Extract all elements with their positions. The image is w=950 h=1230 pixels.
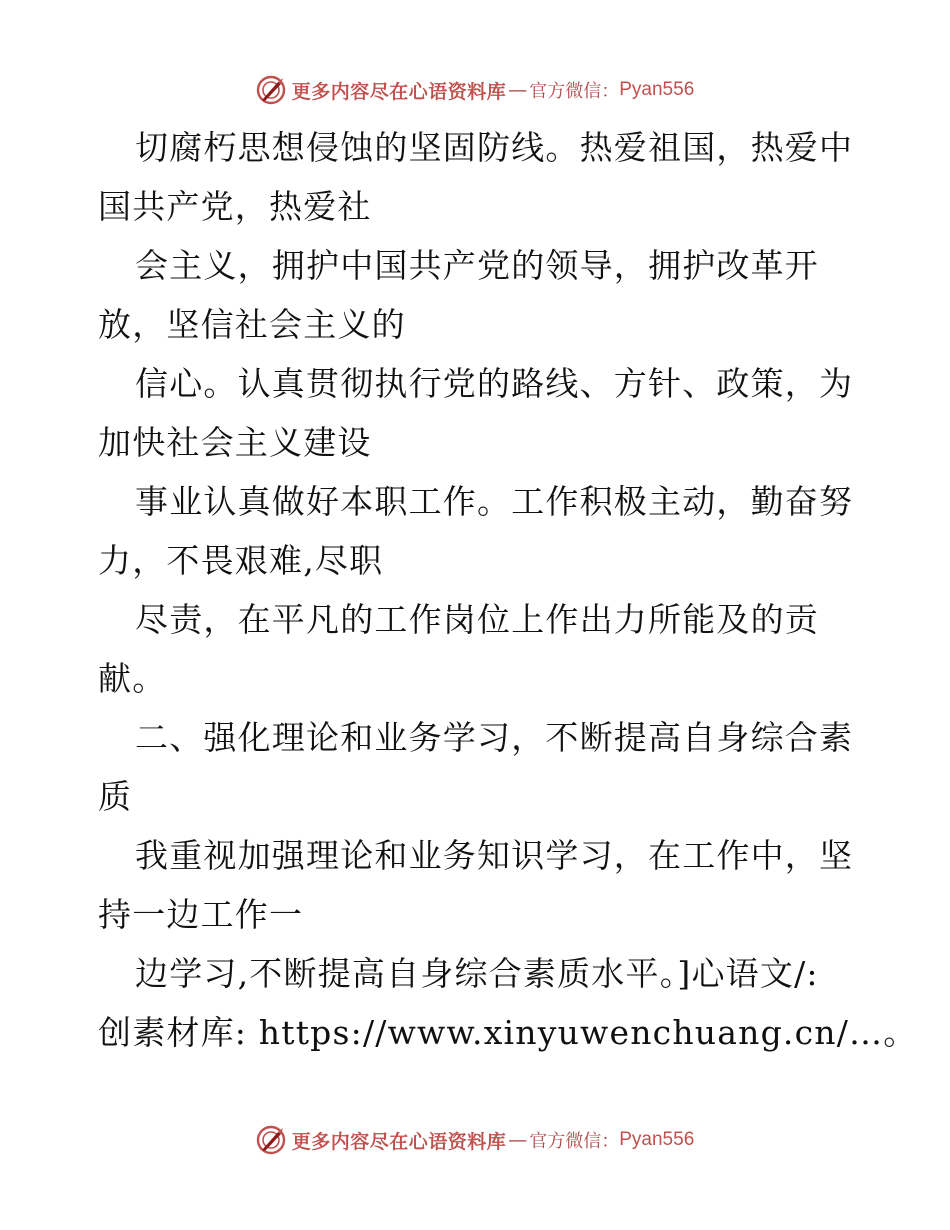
section-heading-line: 质 (98, 777, 133, 816)
body-line: 边学习,不断提高自身综合素质水平。]心语文/: (135, 954, 819, 993)
header-banner (0, 70, 950, 110)
body-line: 我重视加强理论和业务知识学习，在工作中，坚 (135, 836, 854, 875)
footer-site-name: 更多内容尽在心语资料库 (291, 1130, 507, 1153)
header-wechat-label: 官方微信： (529, 81, 620, 102)
footer-banner (0, 1120, 950, 1160)
quill-logo-icon (256, 1125, 286, 1155)
body-line: 信心。认真贯彻执行党的路线、方针、政策，为 (135, 364, 854, 403)
footer-banner-inner (256, 1125, 695, 1155)
body-line: 放，坚信社会主义的 (98, 305, 406, 344)
body-line: 尽责，在平凡的工作岗位上作出力所能及的贡 (135, 600, 819, 639)
body-line: 事业认真做好本职工作。工作积极主动，勤奋努 (135, 482, 854, 521)
header-banner-inner (256, 75, 695, 105)
footer-wechat-label: 官方微信： (529, 1131, 620, 1152)
body-line: 加快社会主义建设 (98, 423, 372, 462)
footer-separator: — (508, 1129, 528, 1151)
body-line: 会主义，拥护中国共产党的领导，拥护改革开 (135, 246, 819, 285)
document-body (98, 118, 918, 1062)
footer-wechat-id: Pyan556 (619, 1129, 695, 1150)
quill-logo-icon (256, 75, 286, 105)
header-wechat-id: Pyan556 (619, 79, 695, 100)
body-line: 献。 (98, 659, 167, 698)
header-site-name: 更多内容尽在心语资料库 (291, 80, 507, 103)
section-heading-line: 二、强化理论和业务学习，不断提高自身综合素 (135, 718, 854, 757)
body-line: 国共产党，热爱社 (98, 187, 372, 226)
body-line: 切腐朽思想侵蚀的坚固防线。热爱祖国，热爱中 (135, 128, 854, 167)
header-separator: — (508, 79, 528, 101)
body-line-url: 创素材库: https://www.xinyuwenchuang.cn/…。 (98, 1013, 918, 1052)
body-line: 力，不畏艰难,尽职 (98, 541, 384, 580)
body-line: 持一边工作一 (98, 895, 304, 934)
